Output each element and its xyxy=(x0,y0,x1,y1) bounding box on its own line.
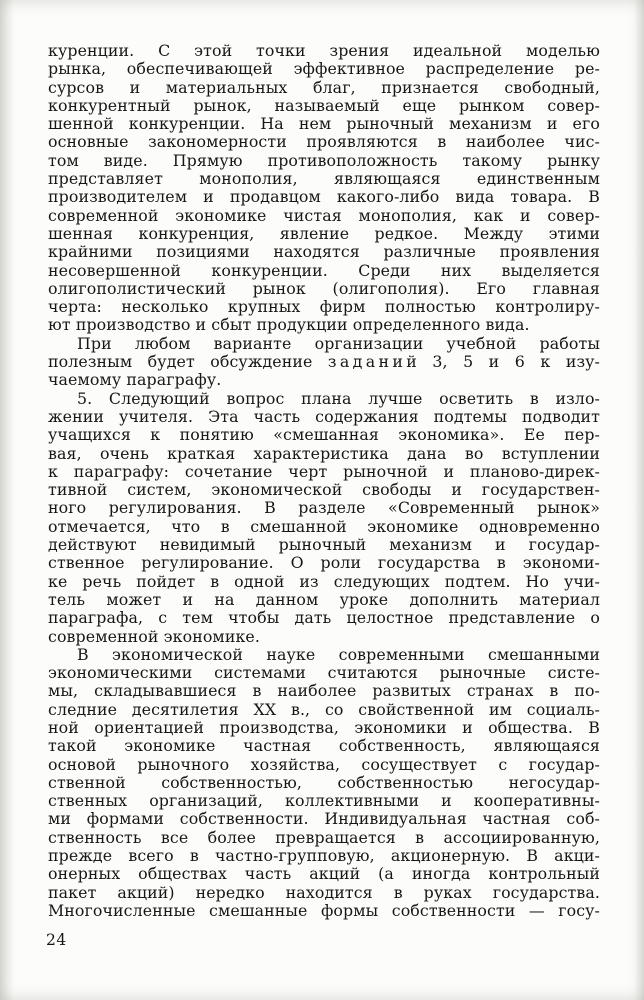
text-line: параграфа, с тем чтобы дать целостное представление о xyxy=(48,608,600,628)
text-line: ственное регулирование. О роли государства в экономи- xyxy=(48,553,600,573)
text-line: В экономической науке современными смешанными xyxy=(77,644,600,664)
text-line: Многочисленные смешанные формы собственности — госу- xyxy=(48,900,600,920)
text-line: современной экономике. xyxy=(48,626,260,646)
text-line: том виде. Прямую противоположность такому рынку xyxy=(48,150,600,170)
text-line: 5. Следующий вопрос плана лучше осветить в изло- xyxy=(77,388,600,408)
paragraph xyxy=(48,390,600,646)
text-line: рынка, обеспечивающей эффективное распределение ре- xyxy=(48,59,600,79)
text-line: чаемому параграфу. xyxy=(48,370,222,390)
text-line: ного регулирования. В разделе «Современный рынок» xyxy=(48,498,600,518)
text-line: действуют невидимый рыночный механизм и государ- xyxy=(48,535,600,555)
text-line: куренции. С этой точки зрения идеальной моделью xyxy=(48,41,600,60)
page-text xyxy=(48,42,600,920)
text-line: олигополистический рынок (олигополия). Его главная xyxy=(48,278,600,298)
text-line: к параграфу: сочетание черт рыночной и планово-дирек- xyxy=(48,461,600,481)
text-line: прежде всего в частно-групповую, акционерную. В акци- xyxy=(48,846,600,866)
text-line: учащихся к понятию «смешанная экономика». Ее пер- xyxy=(48,425,600,445)
text-line: крайними позициями находятся различные проявления xyxy=(48,242,600,262)
text-line: пакет акций) нередко находится в руках государства. xyxy=(48,882,600,902)
text-line: ственность все более превращается в ассоциированную, xyxy=(48,827,600,847)
text-line: тель может и на данном уроке дополнить материал xyxy=(48,589,600,609)
text-line: отмечается, что в смешанной экономике одновременно xyxy=(48,516,600,536)
paragraph xyxy=(48,646,600,920)
page-number: 24 xyxy=(46,931,67,949)
text-line: вая, очень краткая характеристика дана во вступлении xyxy=(48,443,600,463)
paragraph xyxy=(48,335,600,390)
text-line: следние десятилетия XX в., со свойственной им социаль- xyxy=(48,699,600,719)
text-line: представляет монополия, являющаяся единственным xyxy=(48,169,600,189)
text-line: черта: несколько крупных фирм полностью контролиру- xyxy=(48,297,600,317)
text-line: ми формами собственности. Индивидуальная частная соб- xyxy=(48,809,600,829)
text-line: ной ориентацией производства, экономики и общества. В xyxy=(48,717,600,737)
text-line: основные закономерности проявляются в наиболее чис- xyxy=(48,132,600,152)
text-line: шенная конкуренция, явление редкое. Между этими xyxy=(48,223,600,243)
text-line: мы, складывавшиеся в наиболее развитых странах в по- xyxy=(48,681,600,701)
text-line: конкурентный рынок, называемый еще рынком совер- xyxy=(48,95,600,115)
text-line: онерных обществах часть акций (а иногда контрольный xyxy=(48,864,600,884)
text-line: современной экономике чистая монополия, как и совер- xyxy=(48,205,600,225)
text-line: полезным будет обсуждение з а д а н и й 3, 5 и 6 к изу- xyxy=(48,352,600,372)
text-line: При любом варианте организации учебной работы xyxy=(77,333,600,353)
text-line: ке речь пойдет в одной из следующих подтем. Но учи- xyxy=(48,571,600,591)
text-line: тивной систем, экономической свободы и государствен- xyxy=(48,480,600,500)
paragraph xyxy=(48,42,600,335)
text-line: ственных организаций, коллективными и кооперативны- xyxy=(48,791,600,811)
text-line: ют производство и сбыт продукции определенного вида. xyxy=(48,315,530,335)
text-line: ственной собственностью, собственностью негосудар- xyxy=(48,772,600,792)
text-line: сурсов и материальных благ, признается свободный, xyxy=(48,77,600,97)
text-line: производителем и продавцом какого-либо вида товара. В xyxy=(48,187,600,207)
text-line: основой рыночного хозяйства, сосуществует с государ- xyxy=(48,754,600,774)
text-line: шенной конкуренции. На нем рыночный механизм и его xyxy=(48,114,600,134)
text-line: экономическими системами считаются рыночные систе- xyxy=(48,663,600,683)
text-line: жении учителя. Эта часть содержания подтемы подводит xyxy=(48,406,600,426)
text-line: такой экономике частная собственность, являющаяся xyxy=(48,736,600,756)
text-line: несовершенной конкуренции. Среди них выделяется xyxy=(48,260,600,280)
